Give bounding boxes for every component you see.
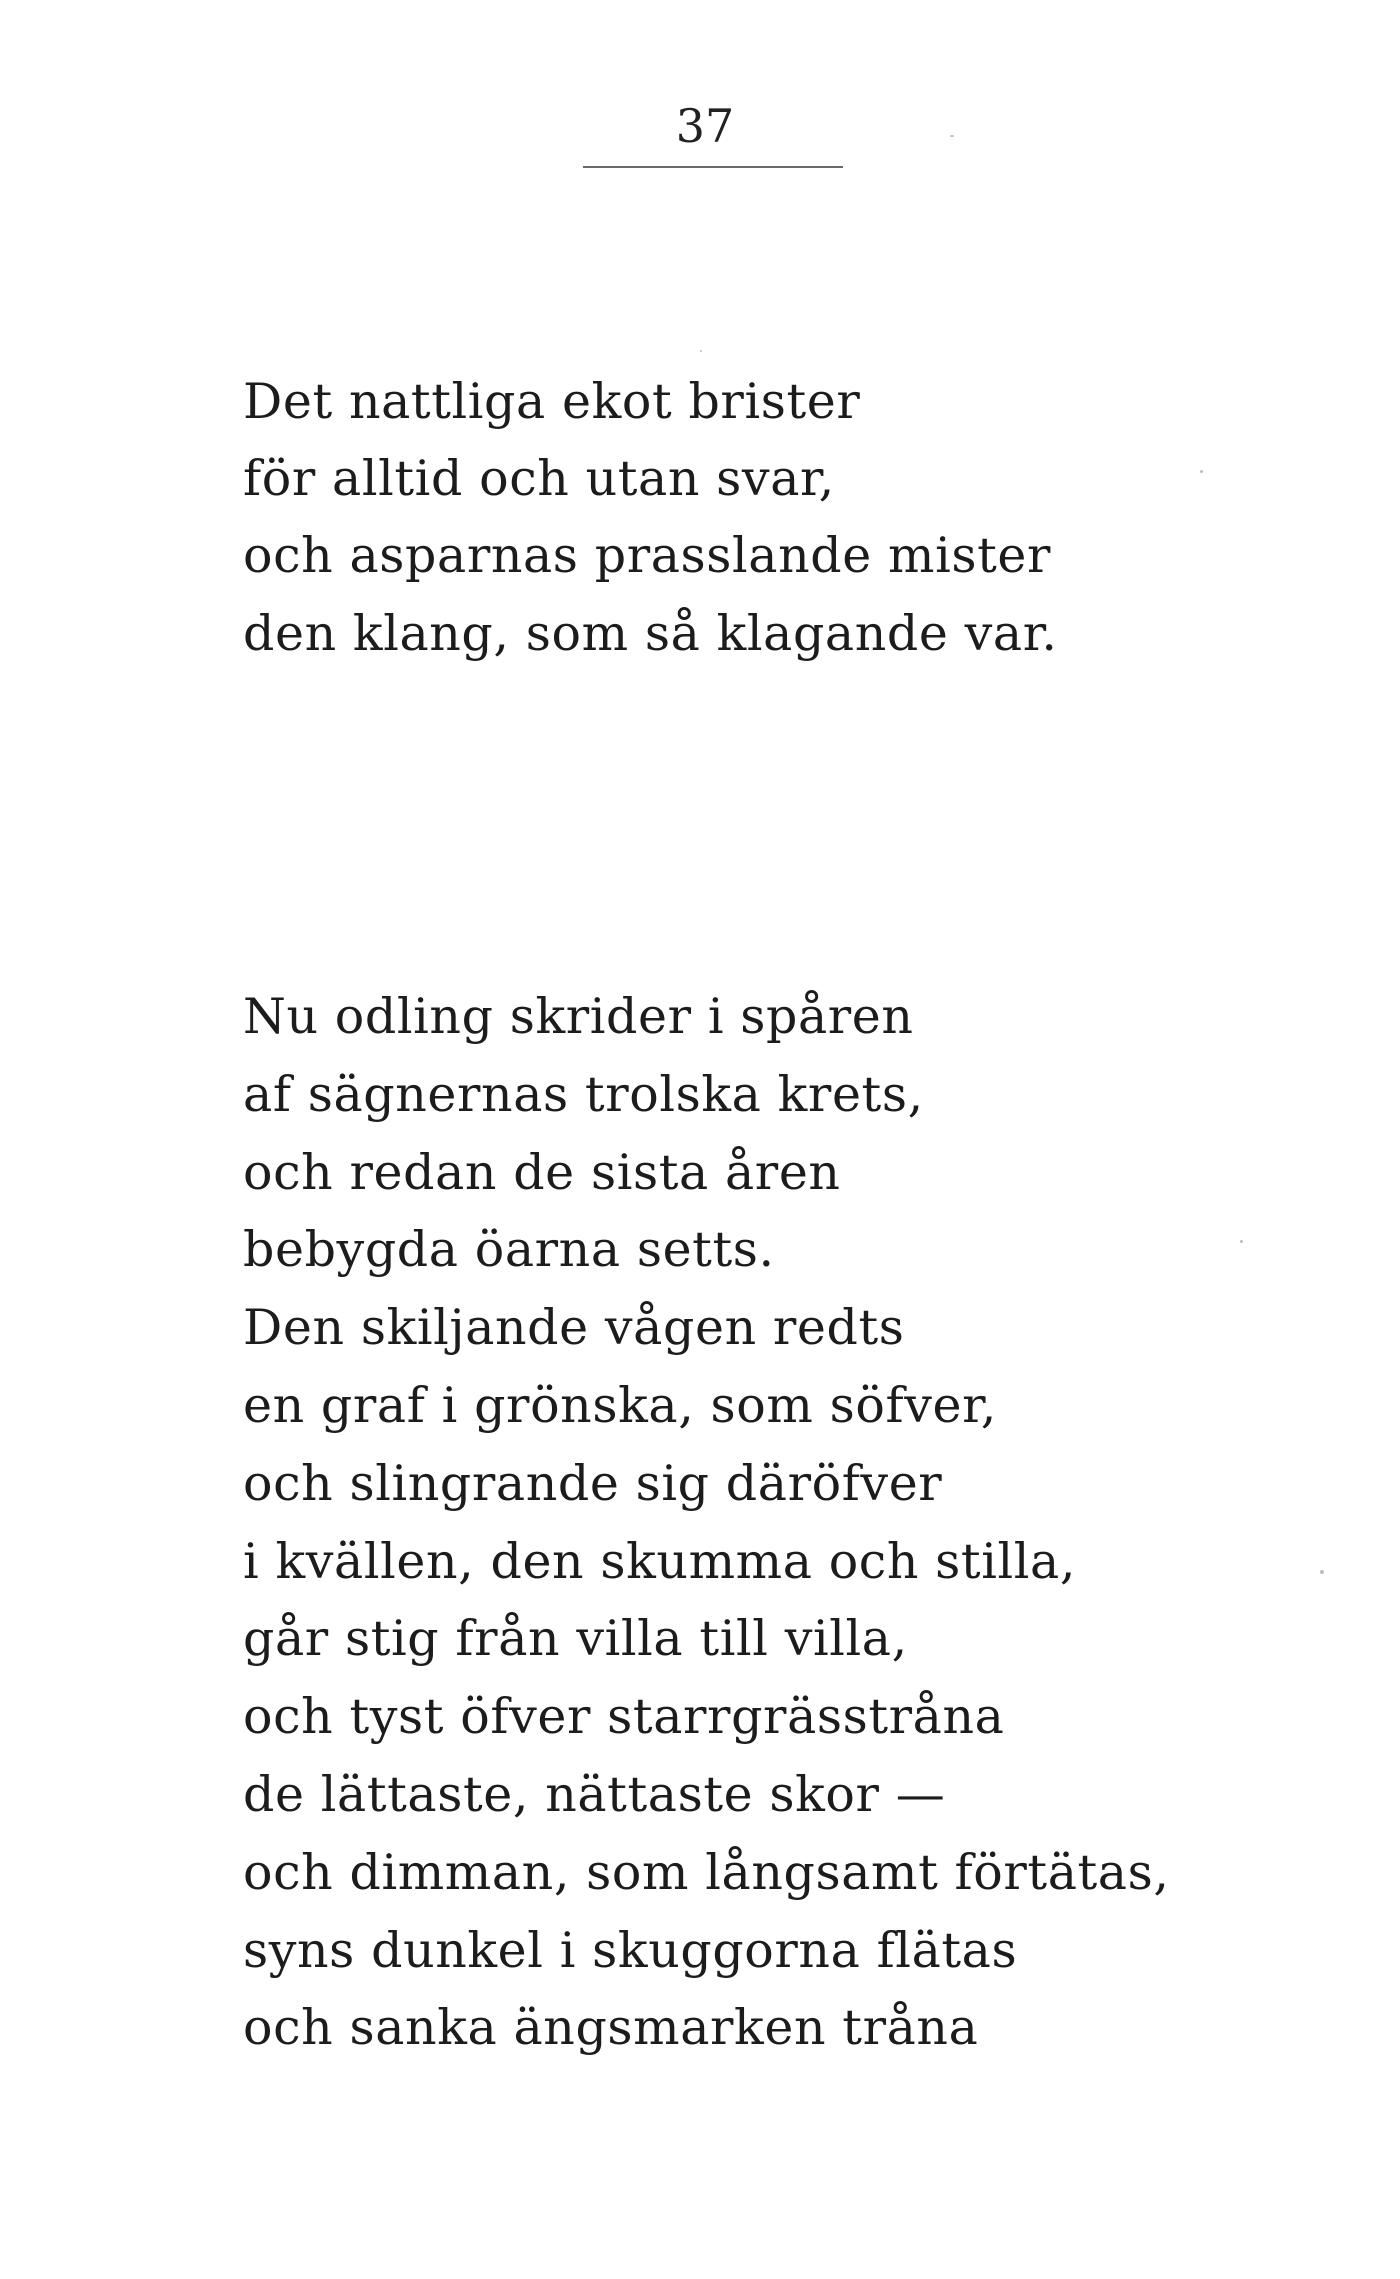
verse-line: och asparnas prasslande mister	[243, 527, 1052, 585]
verse-line: syns dunkel i skuggorna flätas	[243, 1921, 1018, 1979]
stanza-2	[243, 978, 1170, 2067]
verse-line: de lättaste, nättaste skor —	[243, 1765, 946, 1823]
verse-line: Det nattliga ekot brister	[243, 373, 861, 430]
verse-line: bebygda öarna setts.	[243, 1221, 775, 1279]
page-number-rule	[583, 166, 843, 168]
verse-line: och tyst öfver starrgrässtråna	[243, 1688, 1005, 1746]
paper-speck	[700, 350, 702, 352]
paper-speck	[1320, 1570, 1324, 1574]
verse-line: i kvällen, den skumma och stilla,	[243, 1532, 1077, 1590]
paper-speck	[1200, 470, 1203, 473]
verse-line: och sanka ängsmarken tråna	[243, 1999, 979, 2057]
stanza-1	[243, 363, 1058, 672]
verse-line: och slingrande sig däröfver	[243, 1454, 943, 1512]
verse-line: går stig från villa till villa,	[243, 1610, 908, 1668]
verse-line: en graf i grönska, som söfver,	[243, 1376, 997, 1434]
verse-line: för alltid och utan svar,	[243, 450, 835, 508]
verse-line: Den skiljande vågen redts	[243, 1299, 905, 1357]
verse-line: och redan de sista åren	[243, 1143, 841, 1201]
verse-line: af sägnernas trolska krets,	[243, 1065, 924, 1123]
verse-line: och dimman, som långsamt förtätas,	[243, 1843, 1170, 1901]
page-number: 37	[675, 99, 735, 153]
paper-speck	[1240, 1240, 1243, 1243]
paper-speck	[950, 135, 954, 137]
verse-line: den klang, som så klagande var.	[243, 604, 1058, 662]
verse-line: Nu odling skrider i spåren	[243, 988, 914, 1045]
